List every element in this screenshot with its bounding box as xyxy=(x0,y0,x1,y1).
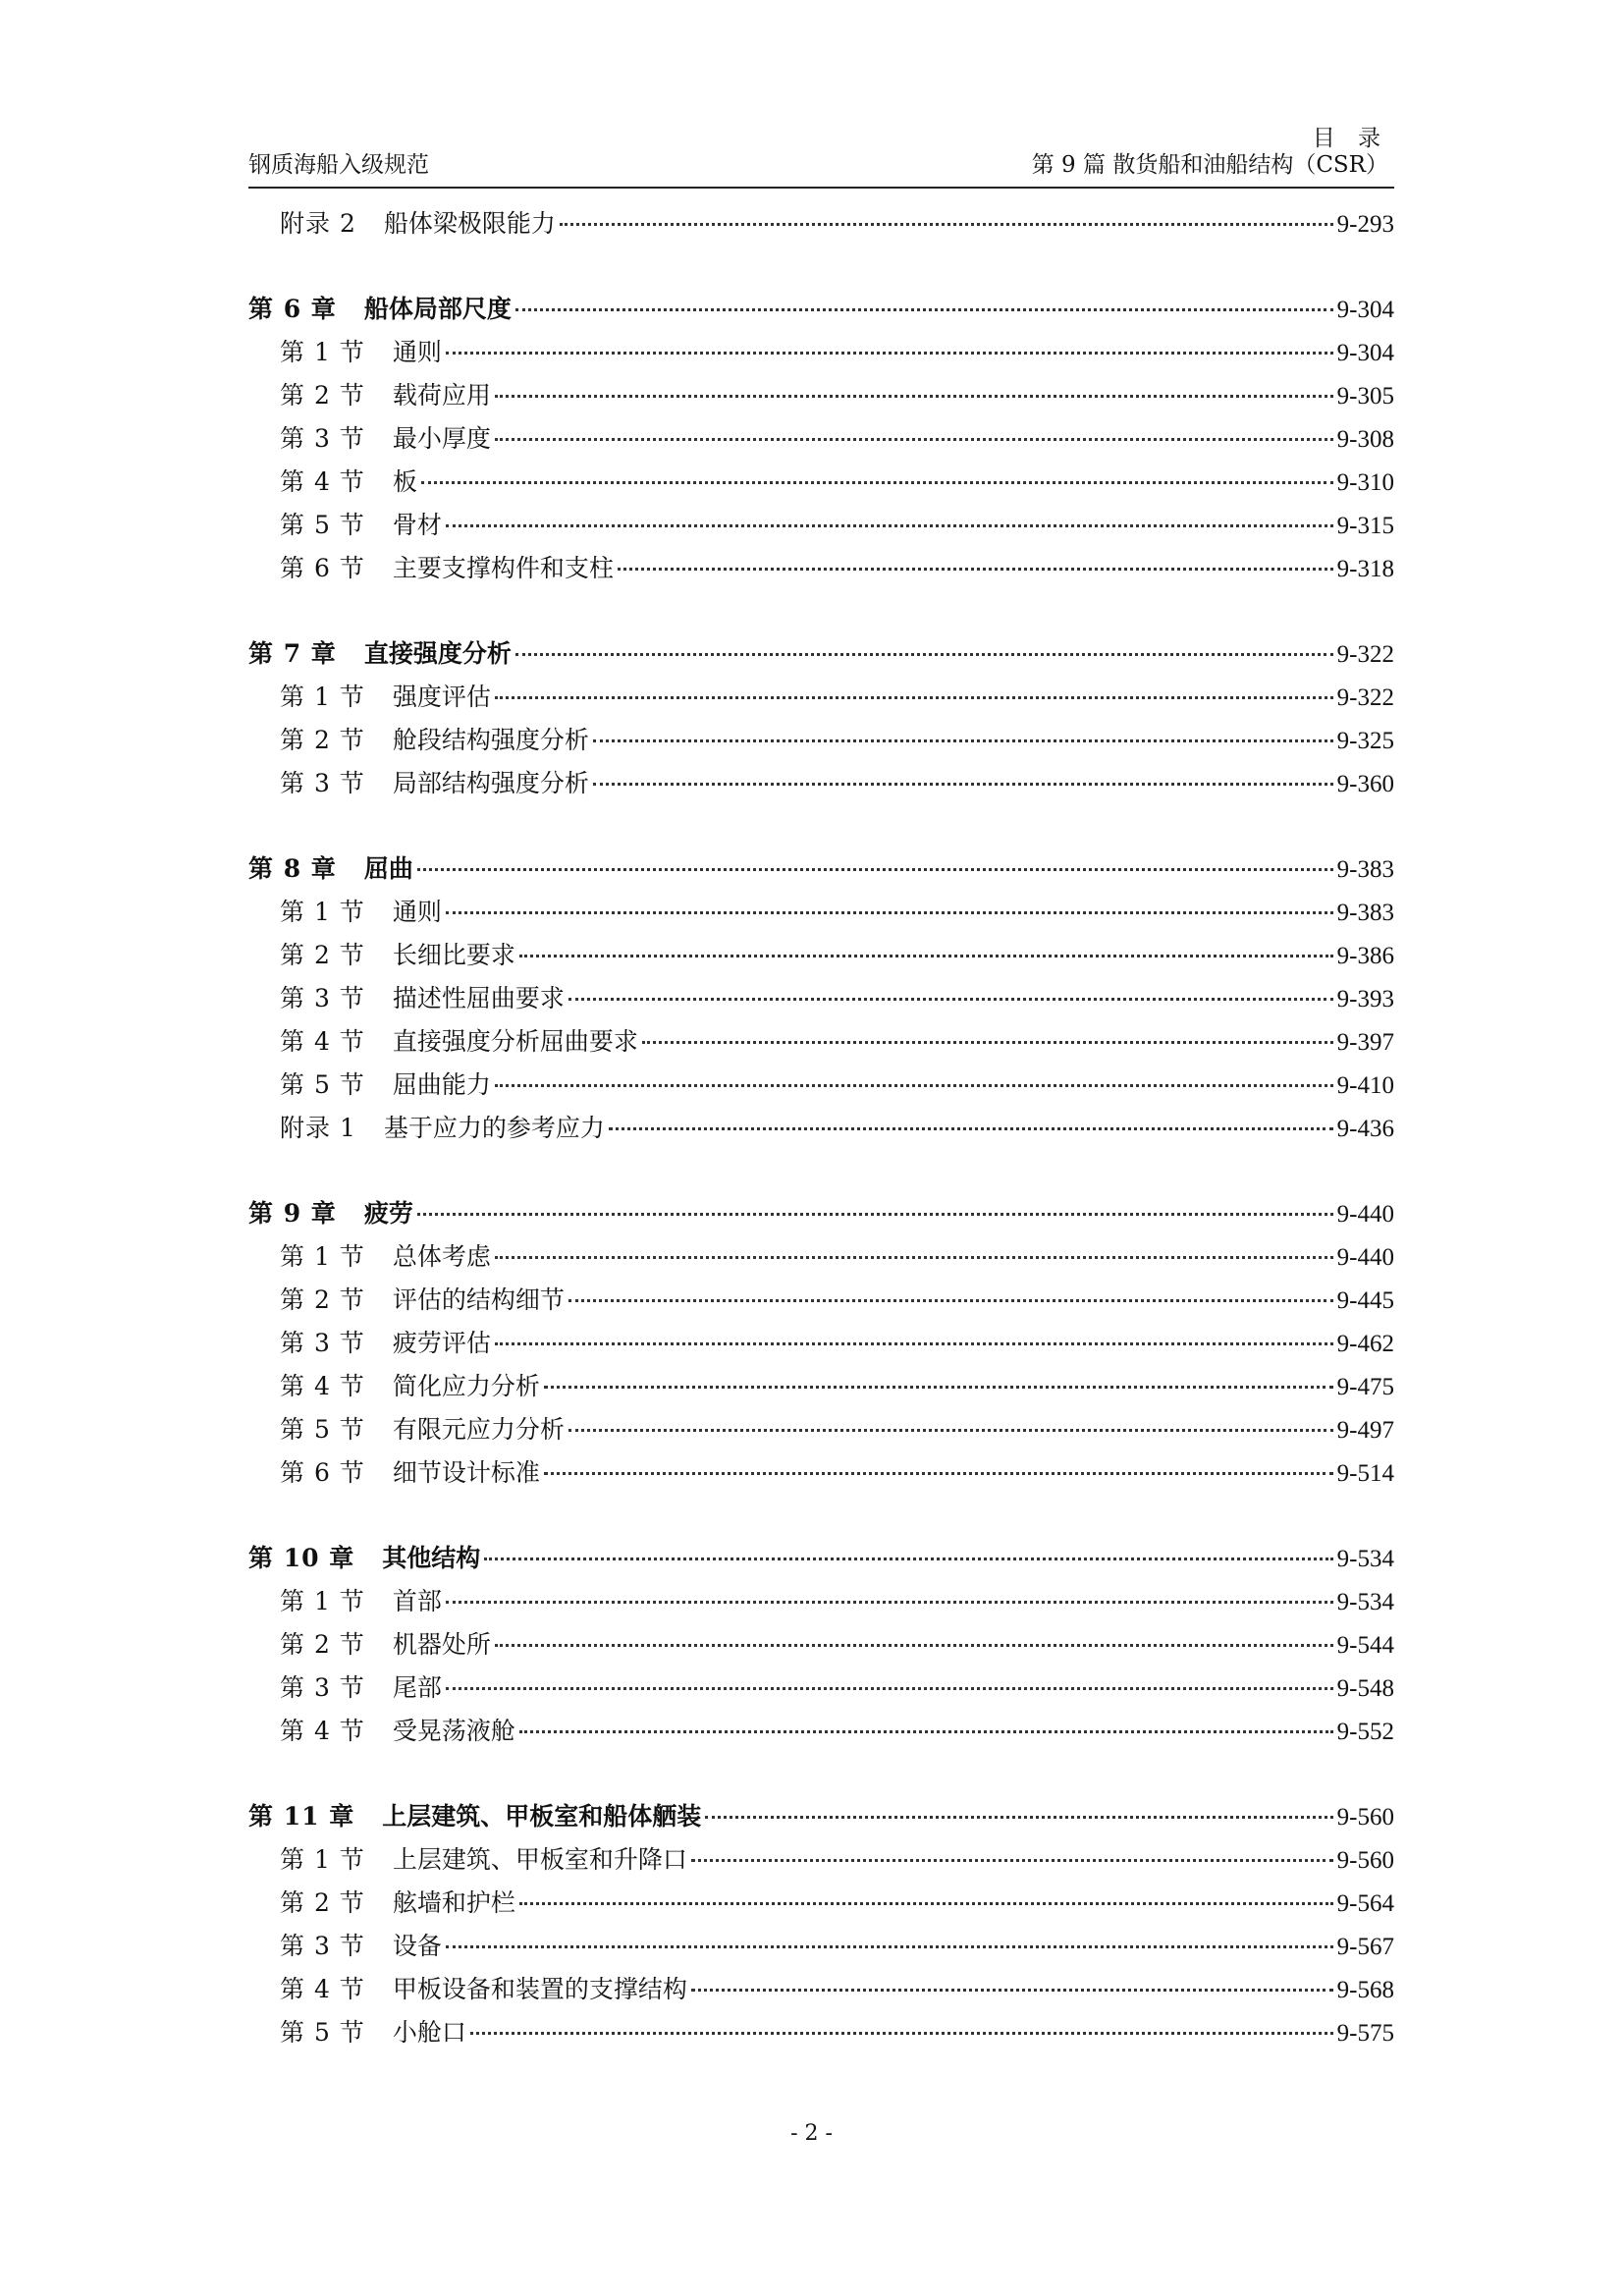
toc-section-entry[interactable] xyxy=(248,1710,1394,1753)
toc-entry-page: 9-304 xyxy=(1336,297,1394,323)
toc-entry-page: 9-445 xyxy=(1336,1287,1394,1314)
dot-leader xyxy=(618,568,1333,571)
toc-entry-number: 第 2 节 xyxy=(280,1630,365,1659)
toc-section-entry[interactable] xyxy=(248,1580,1394,1623)
part-title: 第 9 篇 散货船和油船结构（CSR） xyxy=(1031,152,1388,178)
dot-leader xyxy=(495,1644,1333,1647)
toc-entry-number: 附录 2 xyxy=(280,209,356,238)
toc-entry-page: 9-386 xyxy=(1336,943,1394,969)
dot-leader xyxy=(519,1730,1333,1733)
toc-entry-page: 9-567 xyxy=(1336,1934,1394,1960)
toc-entry-number: 第 3 节 xyxy=(280,769,365,797)
toc-entry-number: 第 1 节 xyxy=(280,338,365,366)
toc-entry-number: 第 3 节 xyxy=(280,984,365,1012)
toc-section-entry[interactable] xyxy=(248,719,1394,762)
toc-entry-page: 9-564 xyxy=(1336,1890,1394,1917)
toc-entry-title: 局部结构强度分析 xyxy=(392,769,589,797)
toc-chapter-entry[interactable] xyxy=(248,1795,1394,1838)
toc-entry-page: 9-322 xyxy=(1336,684,1394,711)
toc-section-entry[interactable] xyxy=(248,1451,1394,1495)
toc-entry-title: 直接强度分析屈曲要求 xyxy=(392,1027,638,1056)
toc-entry-title: 尾部 xyxy=(392,1673,442,1702)
toc-section-entry[interactable] xyxy=(248,1064,1394,1107)
toc-entry-number: 第 4 节 xyxy=(280,1027,365,1056)
toc-entry-number: 第 7 章 xyxy=(248,639,337,668)
toc-entry-title: 首部 xyxy=(392,1587,442,1615)
toc-section-entry[interactable] xyxy=(248,202,1394,246)
toc-entry-page: 9-440 xyxy=(1336,1244,1394,1271)
toc-entry-number: 第 2 节 xyxy=(280,941,365,969)
toc-entry-page: 9-383 xyxy=(1336,900,1394,926)
toc-chapter-entry[interactable] xyxy=(248,847,1394,891)
toc-entry-number: 第 2 节 xyxy=(280,1285,365,1314)
toc-entry-number: 第 3 节 xyxy=(280,1932,365,1960)
book-title: 钢质海船入级规范 xyxy=(248,152,429,178)
toc-entry-title: 设备 xyxy=(392,1932,442,1960)
toc-entry-number: 第 9 章 xyxy=(248,1199,337,1228)
toc-entry-title: 有限元应力分析 xyxy=(392,1415,565,1444)
dot-leader xyxy=(544,1472,1333,1475)
toc-section-entry[interactable] xyxy=(248,374,1394,417)
dot-leader xyxy=(568,1429,1333,1432)
toc-entry-number: 第 1 节 xyxy=(280,1587,365,1615)
dot-leader xyxy=(705,1816,1332,1819)
toc-entry-title: 载荷应用 xyxy=(392,381,491,410)
toc-entry-page: 9-475 xyxy=(1336,1374,1394,1400)
toc-entry-number: 第 6 章 xyxy=(248,295,337,323)
dot-leader xyxy=(446,524,1333,527)
toc-entry-page: 9-318 xyxy=(1336,556,1394,582)
toc-entry-title: 总体考虑 xyxy=(392,1242,491,1271)
toc-section-entry[interactable] xyxy=(248,2011,1394,2054)
toc-entry-title: 基于应力的参考应力 xyxy=(383,1114,605,1142)
toc-chapter-entry[interactable] xyxy=(248,1537,1394,1580)
toc-entry-title: 简化应力分析 xyxy=(392,1372,540,1400)
dot-leader xyxy=(515,653,1333,656)
toc-section-entry[interactable] xyxy=(248,1322,1394,1365)
toc-entry-number: 第 4 节 xyxy=(280,467,365,496)
toc-entry-page: 9-436 xyxy=(1336,1116,1394,1142)
dot-leader xyxy=(519,1902,1333,1905)
toc-entry-page: 9-560 xyxy=(1336,1804,1394,1831)
dot-leader xyxy=(495,1084,1333,1087)
toc-entry-title: 受晃荡液舱 xyxy=(392,1717,515,1745)
toc-entry-number: 第 5 节 xyxy=(280,2018,365,2047)
toc-entry-page: 9-397 xyxy=(1336,1029,1394,1056)
toc-entry-page: 9-462 xyxy=(1336,1331,1394,1357)
toc-entry-page: 9-308 xyxy=(1336,426,1394,453)
toc-entry-number: 第 11 章 xyxy=(248,1802,355,1831)
toc-entry-page: 9-310 xyxy=(1336,469,1394,496)
toc-section-entry[interactable] xyxy=(248,504,1394,547)
toc-entry-number: 第 8 章 xyxy=(248,854,337,883)
toc-entry-number: 第 1 节 xyxy=(280,1242,365,1271)
toc-chapter-entry[interactable] xyxy=(248,1192,1394,1235)
toc-section-entry[interactable] xyxy=(248,1882,1394,1925)
toc-entry-title: 板 xyxy=(392,467,417,496)
toc-entry-page: 9-568 xyxy=(1336,1977,1394,2003)
dot-leader xyxy=(446,1945,1333,1948)
toc-section-entry[interactable] xyxy=(248,1667,1394,1710)
toc-entry-title: 屈曲 xyxy=(363,854,413,883)
toc-entry-title: 舷墙和护栏 xyxy=(392,1888,515,1917)
toc-chapter-entry[interactable] xyxy=(248,288,1394,331)
toc-section-entry[interactable] xyxy=(248,331,1394,374)
dot-leader xyxy=(495,1256,1333,1259)
toc-entry-page: 9-305 xyxy=(1336,383,1394,410)
toc-entry-title: 上层建筑、甲板室和船体舾装 xyxy=(382,1802,702,1831)
toc-section-entry[interactable] xyxy=(248,1925,1394,1968)
toc-entry-page: 9-560 xyxy=(1336,1847,1394,1874)
toc-entry-page: 9-544 xyxy=(1336,1632,1394,1659)
toc-section-entry[interactable] xyxy=(248,1235,1394,1279)
toc-label: 目 录 xyxy=(1312,126,1388,151)
toc-section-entry[interactable] xyxy=(248,762,1394,805)
toc-section-entry[interactable] xyxy=(248,1365,1394,1408)
dot-leader xyxy=(568,1299,1333,1302)
dot-leader xyxy=(421,481,1333,484)
toc-entry-page: 9-575 xyxy=(1336,2020,1394,2047)
toc-section-entry[interactable] xyxy=(248,1408,1394,1451)
toc-section-entry[interactable] xyxy=(248,1838,1394,1882)
toc-entry-number: 第 2 节 xyxy=(280,726,365,754)
toc-entry-number: 第 5 节 xyxy=(280,1070,365,1099)
toc-section-entry[interactable] xyxy=(248,1968,1394,2011)
toc-section-entry[interactable] xyxy=(248,417,1394,461)
toc-section-entry[interactable] xyxy=(248,547,1394,590)
dot-leader xyxy=(515,308,1333,311)
toc-entry-title: 通则 xyxy=(392,898,442,926)
toc-entry-title: 疲劳评估 xyxy=(392,1329,491,1357)
toc-entry-number: 第 1 节 xyxy=(280,683,365,711)
dot-leader xyxy=(495,438,1333,441)
toc-entry-title: 强度评估 xyxy=(392,683,491,711)
toc-entry-page: 9-497 xyxy=(1336,1417,1394,1444)
toc-entry-number: 第 4 节 xyxy=(280,1372,365,1400)
toc-entry-title: 骨材 xyxy=(392,511,442,539)
toc-entry-page: 9-440 xyxy=(1336,1201,1394,1228)
toc-entry-title: 屈曲能力 xyxy=(392,1070,491,1099)
toc-entry-page: 9-322 xyxy=(1336,641,1394,668)
dot-leader xyxy=(495,696,1333,699)
dot-leader xyxy=(417,868,1333,871)
dot-leader xyxy=(609,1127,1333,1130)
toc-entry-page: 9-393 xyxy=(1336,986,1394,1012)
toc-entry-number: 第 5 节 xyxy=(280,1415,365,1444)
running-header xyxy=(248,114,1394,189)
toc-entry-page: 9-548 xyxy=(1336,1675,1394,1702)
dot-leader xyxy=(544,1386,1333,1389)
toc-section-entry[interactable] xyxy=(248,676,1394,719)
toc-entry-number: 第 1 节 xyxy=(280,1845,365,1874)
dot-leader xyxy=(691,1859,1333,1862)
toc-entry-title: 上层建筑、甲板室和升降口 xyxy=(392,1845,687,1874)
toc-entry-number: 第 6 节 xyxy=(280,1458,365,1487)
toc-entry-number: 第 5 节 xyxy=(280,511,365,539)
toc-entry-title: 最小厚度 xyxy=(392,424,491,453)
toc-entry-title: 舱段结构强度分析 xyxy=(392,726,589,754)
toc-entry-page: 9-315 xyxy=(1336,513,1394,539)
dot-leader xyxy=(446,1601,1333,1604)
toc-entry-title: 疲劳 xyxy=(363,1199,413,1228)
toc-entry-page: 9-304 xyxy=(1336,340,1394,366)
toc-entry-number: 第 1 节 xyxy=(280,898,365,926)
toc-entry-title: 其他结构 xyxy=(382,1544,481,1572)
toc-entry-title: 直接强度分析 xyxy=(363,639,512,668)
dot-leader xyxy=(446,911,1333,914)
dot-leader xyxy=(484,1558,1332,1560)
toc-entry-number: 第 2 节 xyxy=(280,381,365,410)
toc-entry-page: 9-383 xyxy=(1336,856,1394,883)
dot-leader xyxy=(642,1041,1333,1044)
toc-entry-number: 第 6 节 xyxy=(280,554,365,582)
toc-section-entry[interactable] xyxy=(248,1279,1394,1322)
toc-entry-page: 9-514 xyxy=(1336,1460,1394,1487)
toc-section-entry[interactable] xyxy=(248,1623,1394,1667)
toc-section-entry[interactable] xyxy=(248,1107,1394,1150)
toc-section-entry[interactable] xyxy=(248,461,1394,504)
toc-entry-title: 通则 xyxy=(392,338,442,366)
toc-entry-number: 第 3 节 xyxy=(280,1673,365,1702)
toc-entry-title: 船体梁极限能力 xyxy=(383,209,556,238)
toc-entry-number: 第 2 节 xyxy=(280,1888,365,1917)
dot-leader xyxy=(691,1989,1333,1992)
toc-entry-title: 描述性屈曲要求 xyxy=(392,984,565,1012)
dot-leader xyxy=(560,223,1333,226)
toc-section-entry[interactable] xyxy=(248,891,1394,934)
toc-entry-number: 附录 1 xyxy=(280,1114,356,1142)
dot-leader xyxy=(417,1213,1333,1216)
toc-section-entry[interactable] xyxy=(248,1020,1394,1064)
dot-leader xyxy=(593,739,1333,742)
dot-leader xyxy=(446,352,1333,355)
toc-entry-title: 评估的结构细节 xyxy=(392,1285,565,1314)
toc-entry-title: 长细比要求 xyxy=(392,941,515,969)
toc-entry-title: 主要支撑构件和支柱 xyxy=(392,554,614,582)
dot-leader xyxy=(470,2032,1333,2035)
dot-leader xyxy=(446,1687,1333,1690)
table-of-contents xyxy=(248,202,1394,2054)
toc-entry-page: 9-552 xyxy=(1336,1719,1394,1745)
dot-leader xyxy=(495,395,1333,398)
toc-entry-page: 9-534 xyxy=(1336,1546,1394,1572)
toc-entry-page: 9-534 xyxy=(1336,1589,1394,1615)
toc-entry-number: 第 3 节 xyxy=(280,424,365,453)
dot-leader xyxy=(495,1342,1333,1345)
toc-entry-title: 小舱口 xyxy=(392,2018,466,2047)
dot-leader xyxy=(593,783,1333,786)
dot-leader xyxy=(519,955,1333,957)
toc-section-entry[interactable] xyxy=(248,977,1394,1020)
toc-entry-number: 第 3 节 xyxy=(280,1329,365,1357)
toc-chapter-entry[interactable] xyxy=(248,632,1394,676)
toc-entry-title: 甲板设备和装置的支撑结构 xyxy=(392,1975,687,2003)
toc-section-entry[interactable] xyxy=(248,934,1394,977)
dot-leader xyxy=(568,998,1333,1001)
toc-entry-title: 船体局部尺度 xyxy=(363,295,512,323)
page-number: - 2 - xyxy=(790,2121,833,2146)
toc-entry-title: 机器处所 xyxy=(392,1630,491,1659)
toc-entry-page: 9-293 xyxy=(1336,211,1394,238)
toc-entry-number: 第 4 节 xyxy=(280,1717,365,1745)
toc-entry-title: 细节设计标准 xyxy=(392,1458,540,1487)
toc-entry-number: 第 4 节 xyxy=(280,1975,365,2003)
toc-entry-page: 9-360 xyxy=(1336,771,1394,797)
toc-entry-number: 第 10 章 xyxy=(248,1544,355,1572)
toc-entry-page: 9-325 xyxy=(1336,728,1394,754)
toc-entry-page: 9-410 xyxy=(1336,1072,1394,1099)
